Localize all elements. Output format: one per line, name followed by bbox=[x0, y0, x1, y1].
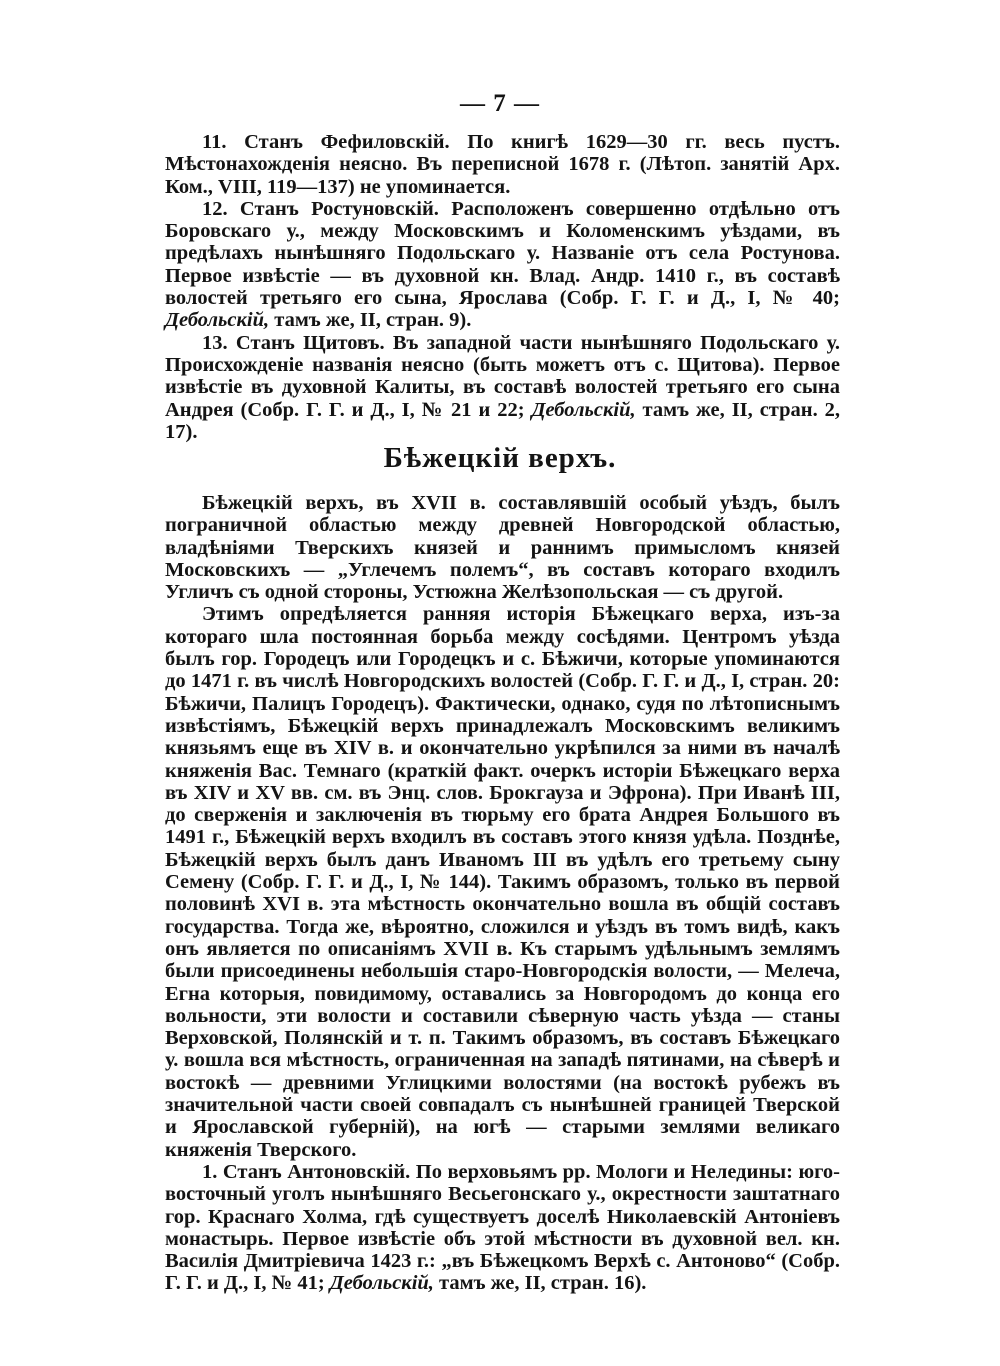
stany-list-continuation bbox=[165, 131, 840, 443]
entry-text-tail: тамъ же, II, стран. 9). bbox=[274, 309, 472, 332]
entry-1-antonovsky bbox=[165, 1161, 840, 1295]
page-number: — 7 — bbox=[460, 90, 540, 117]
author-citation: Дебольскій, bbox=[531, 398, 636, 421]
entry-text: 1. Станъ Антоновскій. По верховьямъ рр. Мологи и Неледины: юго-восточный уголъ нынѣшняго Весьегонскаго у., окрестности заштатнаго гор. Краснаго Холма, гдѣ существуетъ доселѣ Николаевскій Антоніевъ монастырь. Первое извѣстіе объ этой мѣстности въ духовной вел. кн. Василія Дмитріевича 1423 г.: „въ Бѣжецкомъ Верхѣ с. Антоново“ (Собр. Г. Г. и Д., I, № 41; bbox=[165, 1160, 840, 1295]
entry-text: 13. Станъ Щитовъ. Въ западной части нынѣшняго Подольскаго у. Происхожденіе названія неясно (быть можетъ отъ с. Щитова). Первое извѣстіе въ духовной Калиты, въ составѣ волостей третьяго его сына Андрея (Собр. Г. Г. и Д., I, № 21 и 22; bbox=[165, 331, 840, 421]
entry-11-fefilovsky bbox=[165, 131, 840, 198]
entry-text: 12. Станъ Ростуновскій. Расположенъ совершенно отдѣльно отъ Боровскаго у., между Московскимъ и Коломенскимъ уѣздами, въ предѣлахъ нынѣшняго Подольскаго у. Названіе отъ села Ростунова. Первое извѣстіе — въ духовной кн. Влад. Андр. 1410 г., въ составѣ волостей третьяго его сына, Ярослава (Собр. Г. Г. и Д., I, № 40; bbox=[165, 197, 840, 310]
entry-13-shchitov bbox=[165, 332, 840, 443]
section-heading: Бѣжецкій верхъ. bbox=[383, 442, 617, 474]
author-citation: Дебольскій, bbox=[329, 1272, 434, 1295]
entry-12-rostunovsky bbox=[165, 198, 840, 332]
history-paragraph bbox=[165, 603, 840, 1160]
entry-text-tail: тамъ же, II, стран. 16). bbox=[439, 1272, 647, 1295]
entry-text-tail: тамъ же, II, стран. 2, 17). bbox=[165, 398, 841, 443]
intro-paragraph bbox=[165, 492, 840, 603]
author-citation: Дебольскій, bbox=[165, 309, 270, 332]
bezhetsky-verkh-section bbox=[165, 492, 840, 1295]
paragraph-text: Этимъ опредѣляется ранняя исторія Бѣжецкаго верха, изъ-за котораго шла постоянная борьба между сосѣдями. Центромъ уѣзда былъ гор. Городецъ или Городецкъ и с. Бѣжичи, которые упоминаются до 1471 г. въ числѣ Новгородскихъ волостей (Собр. Г. Г. и Д., I, стран. 20: Бѣжичи, Палицъ Городецъ). Фактически, однако, судя по лѣтописнымъ извѣстіямъ, Бѣжецкій верхъ принадлежалъ Московскимъ великимъ князьямъ еще въ XIV в. и окончательно укрѣпился за ними въ началѣ княженія Вас. Темнаго (краткій факт. очеркъ исторіи Бѣжецкаго верха въ XIV и XV вв. см. въ Энц. слов. Брокгауза и Эфрона). При Иванѣ III, до сверженія и заключенія въ тюрьму его брата Андрея Большого въ 1491 г., Бѣжецкій верхъ входилъ въ составъ этого князя удѣла. Позднѣе, Бѣжецкій верхъ былъ данъ Иваномъ III въ удѣлъ его третьему сыну Семену (Собр. Г. Г. и Д., I, № 144). Такимъ образомъ, только въ первой половинѣ XVI в. эта мѣстность окончательно вошла въ общій составъ государства. Тогда же, вѣроятно, сложился и уѣздъ въ томъ видѣ, какъ онъ является по описаніямъ XVII в. Къ старымъ удѣльнымъ землямъ были присоединены небольшія старо-Новгородскія волости, — Мелеча, Егна которыя, повидимому, оставались за Новгородомъ до конца его вольности, эти волости и составили сѣверную часть уѣзда — станы Верховской, Полянскій и т. п. Такимъ образомъ, въ составъ Бѣжецкаго у. вошла вся мѣстность, ограниченная на западѣ пятинами, на сѣверѣ и востокѣ — древними Углицкими волостями (на востокѣ рубежъ въ значительной части своей совпадалъ съ нынѣшней границей Тверской и Ярославской губерній), на югѣ — старыми землями великаго княженія Тверского. bbox=[165, 603, 840, 1161]
paragraph-text: Бѣжецкій верхъ, въ XVII в. составлявшій особый уѣздъ, былъ пограничной областью между древней Новгородской областью, владѣніями Тверскихъ князей и раннимъ примысломъ князей Московскихъ — „Углечемъ полемъ“, въ составъ котораго входилъ Угличъ съ одной стороны, Устюжна Желѣзопольская — съ другой. bbox=[165, 492, 840, 604]
entry-text: 11. Станъ Фефиловскій. По книгѣ 1629—30 гг. весь пустъ. Мѣстонахожденія неясно. Въ переписной 1678 г. (Лѣтоп. занятій Арх. Ком., VIII, 119—137) не упоминается. bbox=[165, 131, 840, 198]
